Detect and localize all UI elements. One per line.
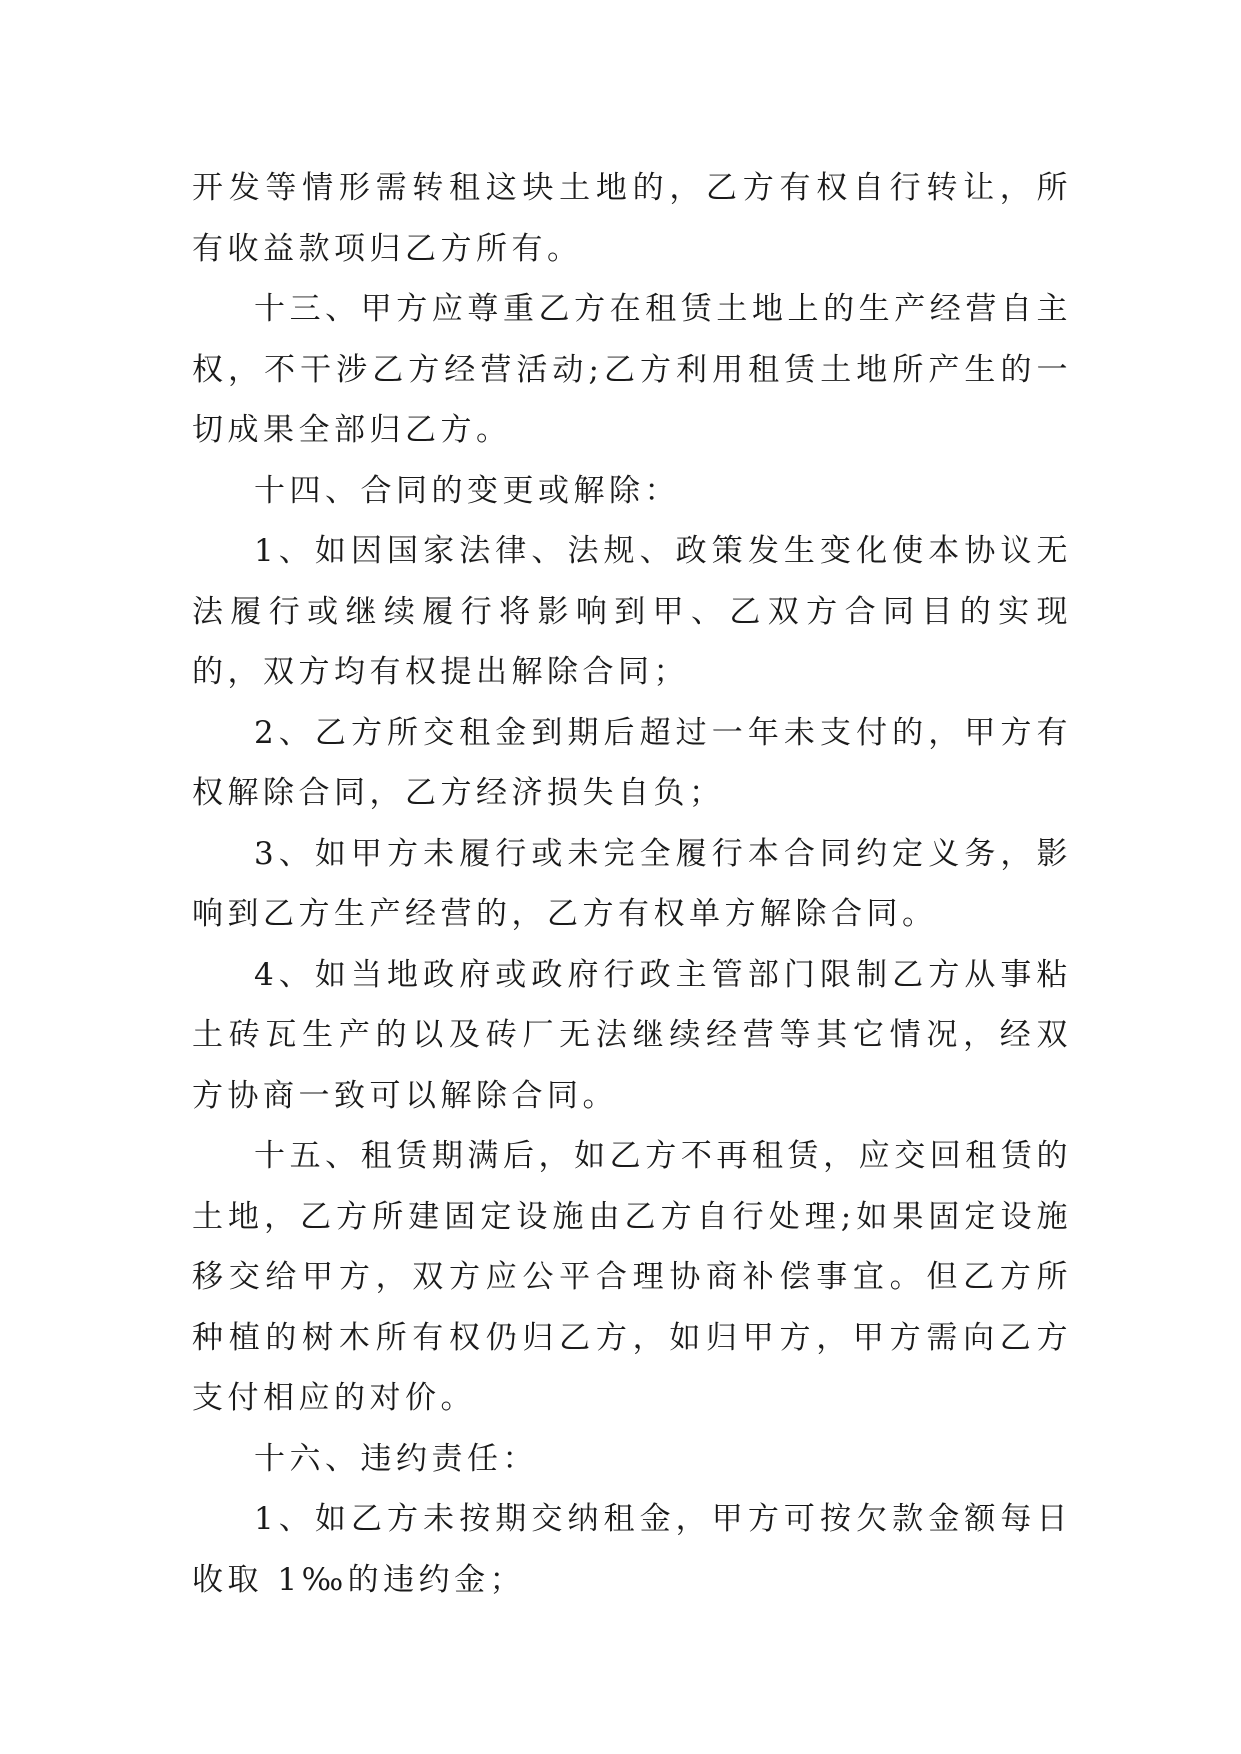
paragraph-8: 十五、租赁期满后，如乙方不再租赁，应交回租赁的土地，乙方所建固定设施由乙方自行处理;如果固定设施移交给甲方，双方应公平合理协商补偿事宜。但乙方所种植的树木所有权仍归乙方，如归甲方，甲方需向乙方支付相应的对价。	[192, 1138, 1072, 1416]
paragraph-6: 3、如甲方未履行或未完全履行本合同约定义务，影响到乙方生产经营的，乙方有权单方解除合同。	[192, 835, 1072, 932]
paragraph-2: 十三、甲方应尊重乙方在租赁土地上的生产经营自主权，不干涉乙方经营活动;乙方利用租赁土地所产生的一切成果全部归乙方。	[192, 291, 1072, 448]
paragraph-9: 十六、违约责任：	[254, 1440, 538, 1477]
paragraph-7: 4、如当地政府或政府行政主管部门限制乙方从事粘土砖瓦生产的以及砖厂无法继续经营等其它情况，经双方协商一致可以解除合同。	[192, 956, 1072, 1114]
paragraph-10: 1、如乙方未按期交纳租金，甲方可按欠款金额每日收取 1‰的违约金；	[192, 1501, 1072, 1598]
paragraph-5: 2、乙方所交租金到期后超过一年未支付的，甲方有权解除合同，乙方经济损失自负；	[192, 714, 1072, 811]
document-body	[192, 158, 1072, 1610]
paragraph-1: 开发等情形需转租这块土地的，乙方有权自行转让，所有收益款项归乙方所有。	[192, 170, 1072, 267]
paragraph-3: 十四、合同的变更或解除：	[254, 472, 680, 509]
paragraph-4: 1、如因国家法律、法规、政策发生变化使本协议无法履行或继续履行将影响到甲、乙双方合同目的实现的，双方均有权提出解除合同；	[192, 533, 1072, 690]
